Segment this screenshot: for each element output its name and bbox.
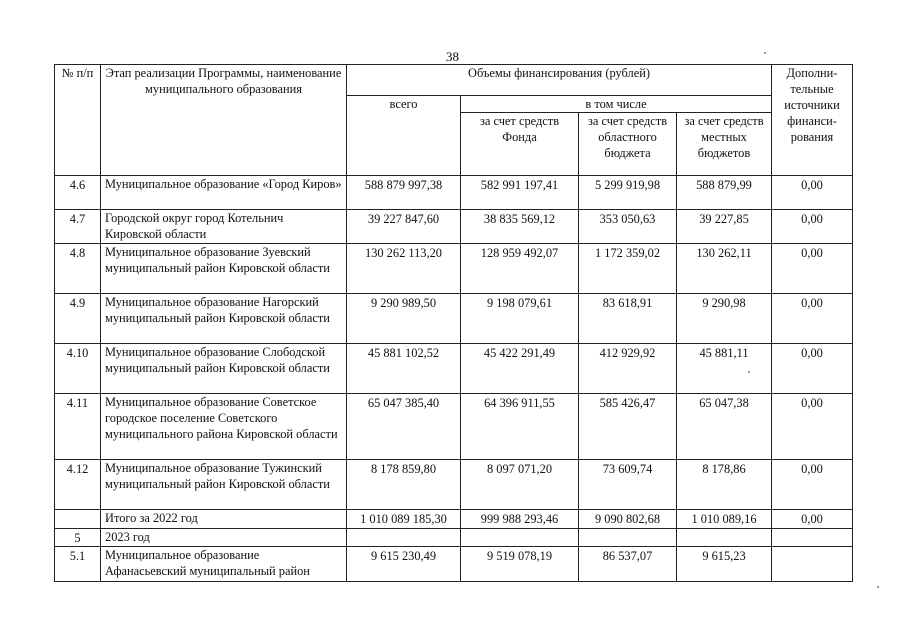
cell-name: Муниципальное образование Советское городское поселение Советского муниципального района Кировской области bbox=[101, 394, 347, 460]
header-local: за счет средств местных бюджетов bbox=[677, 113, 772, 176]
cell-local: 65 047,38 bbox=[677, 394, 772, 460]
header-stage: Этап реализации Программы, наименование муниципального образования bbox=[101, 65, 347, 176]
cell-fund: 9 198 079,61 bbox=[461, 294, 579, 344]
cell-total: 65 047 385,40 bbox=[347, 394, 461, 460]
cell-num: 4.7 bbox=[55, 210, 101, 244]
cell-name: Муниципальное образование Зуевский муниципальный район Кировской области bbox=[101, 244, 347, 294]
cell-name: Муниципальное образование Слободской муниципальный район Кировской области bbox=[101, 344, 347, 394]
cell-regional bbox=[579, 529, 677, 547]
page-number: 38 bbox=[446, 49, 459, 64]
header-additional: Дополни-тельные источники финанси-рования bbox=[772, 65, 853, 176]
cell-local: 9 615,23 bbox=[677, 547, 772, 582]
cell-regional: 83 618,91 bbox=[579, 294, 677, 344]
header-fund: за счет средств Фонда bbox=[461, 113, 579, 176]
cell-fund: 38 835 569,12 bbox=[461, 210, 579, 244]
table-row bbox=[55, 529, 853, 547]
cell-num: 4.10 bbox=[55, 344, 101, 394]
cell-name: Муниципальное образование Афанасьевский муниципальный район bbox=[101, 547, 347, 582]
table-row bbox=[55, 510, 853, 529]
cell-regional: 5 299 919,98 bbox=[579, 176, 677, 210]
cell-fund bbox=[461, 529, 579, 547]
cell-regional: 73 609,74 bbox=[579, 460, 677, 510]
header-including: в том числе bbox=[461, 96, 772, 113]
cell-local: 588 879,99 bbox=[677, 176, 772, 210]
cell-regional: 1 172 359,02 bbox=[579, 244, 677, 294]
cell-total bbox=[347, 529, 461, 547]
cell-additional bbox=[772, 547, 853, 582]
table-row bbox=[55, 344, 853, 394]
cell-additional: 0,00 bbox=[772, 210, 853, 244]
cell-num: 4.11 bbox=[55, 394, 101, 460]
cell-fund: 45 422 291,49 bbox=[461, 344, 579, 394]
cell-additional: 0,00 bbox=[772, 176, 853, 210]
cell-local: 8 178,86 bbox=[677, 460, 772, 510]
cell-name: Городской округ город Котельнич Кировской области bbox=[101, 210, 347, 244]
cell-additional: 0,00 bbox=[772, 460, 853, 510]
cell-name: Итого за 2022 год bbox=[101, 510, 347, 529]
cell-regional: 353 050,63 bbox=[579, 210, 677, 244]
cell-num: 4.12 bbox=[55, 460, 101, 510]
cell-total: 39 227 847,60 bbox=[347, 210, 461, 244]
cell-additional: 0,00 bbox=[772, 344, 853, 394]
cell-local bbox=[677, 529, 772, 547]
cell-num bbox=[55, 510, 101, 529]
cell-local: 45 881,11 bbox=[677, 344, 772, 394]
cell-num: 5.1 bbox=[55, 547, 101, 582]
cell-local: 130 262,11 bbox=[677, 244, 772, 294]
cell-total: 130 262 113,20 bbox=[347, 244, 461, 294]
table-row bbox=[55, 294, 853, 344]
cell-fund: 582 991 197,41 bbox=[461, 176, 579, 210]
cell-regional: 86 537,07 bbox=[579, 547, 677, 582]
cell-total: 9 290 989,50 bbox=[347, 294, 461, 344]
header-volumes: Объемы финансирования (рублей) bbox=[347, 65, 772, 96]
cell-name: Муниципальное образование Нагорский муниципальный район Кировской области bbox=[101, 294, 347, 344]
cell-total: 9 615 230,49 bbox=[347, 547, 461, 582]
cell-fund: 64 396 911,55 bbox=[461, 394, 579, 460]
cell-local: 39 227,85 bbox=[677, 210, 772, 244]
cell-fund: 128 959 492,07 bbox=[461, 244, 579, 294]
cell-num: 5 bbox=[55, 529, 101, 547]
cell-name: Муниципальное образование Тужинский муниципальный район Кировской области bbox=[101, 460, 347, 510]
cell-fund: 9 519 078,19 bbox=[461, 547, 579, 582]
table-row bbox=[55, 547, 853, 582]
cell-total: 45 881 102,52 bbox=[347, 344, 461, 394]
header-regional: за счет средств областного бюджета bbox=[579, 113, 677, 176]
table-row bbox=[55, 176, 853, 210]
table-row bbox=[55, 210, 853, 244]
cell-fund: 999 988 293,46 bbox=[461, 510, 579, 529]
cell-regional: 585 426,47 bbox=[579, 394, 677, 460]
cell-total: 1 010 089 185,30 bbox=[347, 510, 461, 529]
cell-total: 588 879 997,38 bbox=[347, 176, 461, 210]
header-total: всего bbox=[347, 96, 461, 176]
cell-local: 9 290,98 bbox=[677, 294, 772, 344]
header-num: № п/п bbox=[55, 65, 101, 176]
cell-name: Муниципальное образование «Город Киров» bbox=[101, 176, 347, 210]
cell-num: 4.8 bbox=[55, 244, 101, 294]
table-row bbox=[55, 460, 853, 510]
cell-name: 2023 год bbox=[101, 529, 347, 547]
cell-num: 4.9 bbox=[55, 294, 101, 344]
cell-additional: 0,00 bbox=[772, 510, 853, 529]
cell-local: 1 010 089,16 bbox=[677, 510, 772, 529]
cell-regional: 9 090 802,68 bbox=[579, 510, 677, 529]
cell-additional: 0,00 bbox=[772, 244, 853, 294]
cell-additional: 0,00 bbox=[772, 394, 853, 460]
cell-additional bbox=[772, 529, 853, 547]
cell-regional: 412 929,92 bbox=[579, 344, 677, 394]
scan-speck bbox=[877, 586, 879, 588]
cell-num: 4.6 bbox=[55, 176, 101, 210]
table-row bbox=[55, 244, 853, 294]
scan-speck bbox=[748, 371, 750, 373]
cell-fund: 8 097 071,20 bbox=[461, 460, 579, 510]
scan-speck bbox=[764, 52, 766, 54]
cell-total: 8 178 859,80 bbox=[347, 460, 461, 510]
cell-additional: 0,00 bbox=[772, 294, 853, 344]
table-row bbox=[55, 394, 853, 460]
financing-table bbox=[54, 64, 853, 582]
header-row bbox=[55, 65, 853, 96]
